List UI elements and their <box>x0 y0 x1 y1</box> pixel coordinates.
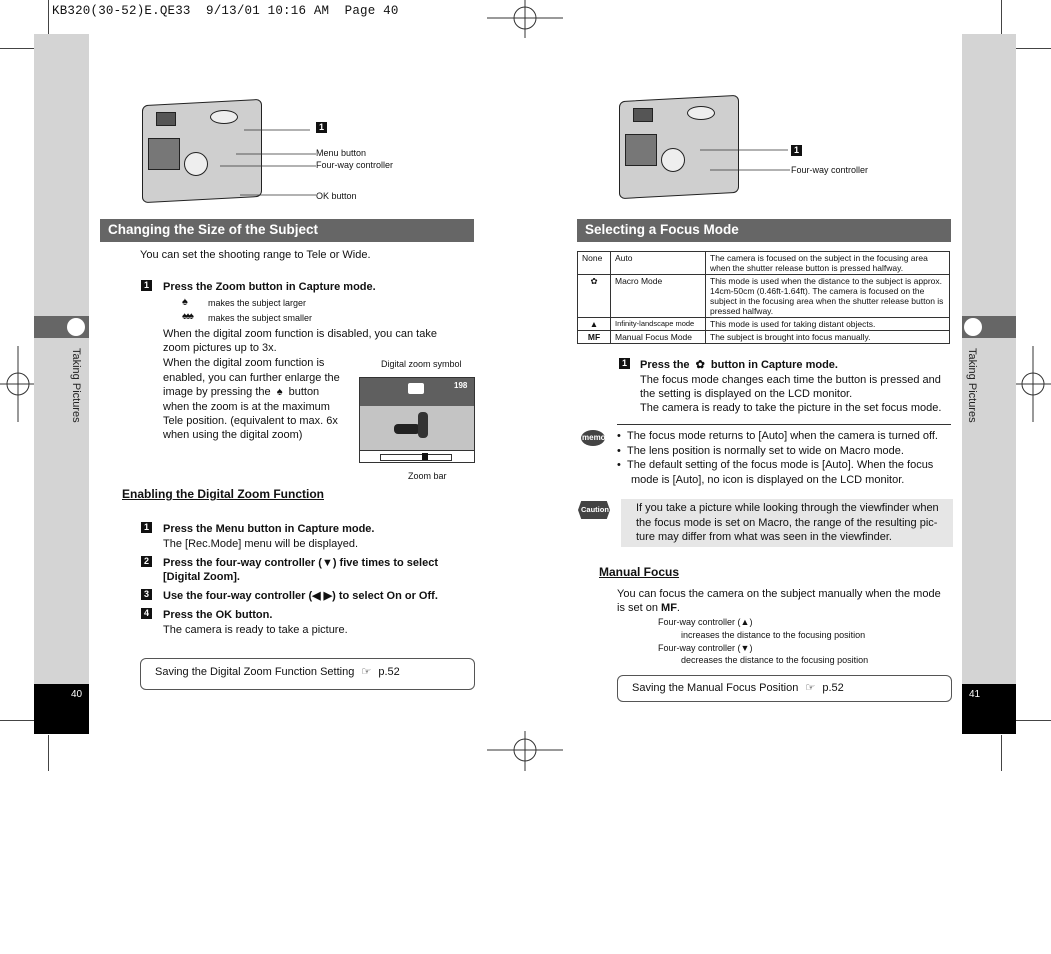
step-title-part: button in Capture mode. <box>710 359 838 371</box>
reference-page: p.52 <box>822 682 844 694</box>
para-fragment: image by pressing the <box>163 386 271 398</box>
right-arrow-icon: ▶ <box>323 590 333 602</box>
crop-mark <box>1015 720 1051 721</box>
memo-item-continued: mode is [Auto], no icon is displayed on the LCD monitor. <box>631 474 905 486</box>
memo-divider <box>617 424 951 425</box>
para-line <box>163 385 319 400</box>
page-number: 41 <box>969 689 981 700</box>
crop-mark <box>48 0 49 36</box>
callout-four-way-controller: Four-way controller <box>316 160 394 170</box>
caution-line: If you take a picture while looking through the viewfinder when <box>636 502 939 514</box>
caution-line: the focus mode is set on Macro, the range of the resulting pic- <box>636 516 938 529</box>
shot-count: 198 <box>454 381 468 390</box>
print-header: KB320(30-52)E.QE33 9/13/01 10:16 AM Page 40 <box>52 4 399 18</box>
table-row <box>578 275 950 318</box>
step-marker: 1 <box>316 122 327 133</box>
step-title: Press the Menu button in Capture mode. <box>163 523 375 535</box>
manual-focus-icon: MF <box>578 331 611 344</box>
reference-text: Saving the Digital Zoom Function Setting <box>155 666 355 678</box>
step-number: 1 <box>141 522 152 533</box>
subsection-title: Enabling the Digital Zoom Function <box>122 487 324 501</box>
table-row <box>578 252 950 275</box>
step-marker: 1 <box>791 145 802 156</box>
viewfinder-icon <box>156 112 176 126</box>
step-title-part: Press the four-way controller ( <box>163 557 322 569</box>
landscape-icon: ▲ <box>578 318 611 331</box>
caution-box <box>621 499 953 547</box>
lcd-preview <box>359 377 475 463</box>
table-cell-mode: Macro Mode <box>611 275 706 318</box>
zoom-tele-icon: ♠ <box>182 296 188 308</box>
page-number: 40 <box>71 689 83 700</box>
subsection-title: Manual Focus <box>599 565 680 579</box>
lcd-screen <box>148 138 180 170</box>
registration-mark-icon <box>0 346 36 422</box>
crop-mark <box>48 735 49 771</box>
reference-page: p.52 <box>378 666 400 678</box>
macro-icon: ✿ <box>695 359 705 371</box>
table-row <box>578 318 950 331</box>
right-page-number-block <box>962 684 1016 734</box>
zoom-bar-label: Zoom bar <box>408 471 447 481</box>
crop-mark <box>1001 0 1002 36</box>
reference-box <box>140 658 475 690</box>
focus-mode-table <box>577 251 950 344</box>
step-desc: the setting is displayed on the LCD monitor. <box>640 388 853 400</box>
crop-mark <box>0 720 36 721</box>
manual-focus-text: is set on MF. <box>617 602 680 614</box>
table-cell-mode: Manual Focus Mode <box>611 331 706 344</box>
callout-lines <box>200 120 320 200</box>
viewfinder-icon <box>633 108 653 122</box>
controller-down-label: Four-way controller (▼) <box>658 643 753 653</box>
step-desc: The camera is ready to take a picture. <box>163 624 348 636</box>
registration-mark-icon <box>487 731 563 771</box>
step-title <box>640 358 838 373</box>
table-cell-icon: None <box>578 252 611 275</box>
left-tab-circle <box>67 318 85 336</box>
controller-down-desc: decreases the distance to the focusing position <box>681 655 869 665</box>
right-tab-circle <box>964 318 982 336</box>
macro-icon: ✿ <box>578 275 611 318</box>
para-line: Tele position. (equivalent to max. 6x <box>163 415 338 427</box>
step-number: 1 <box>619 358 630 369</box>
mode-dial-icon <box>687 106 715 120</box>
para-line: enabled, you can further enlarge the <box>163 372 340 384</box>
step-desc: The camera is ready to take the picture in the set focus mode. <box>640 402 942 414</box>
table-row <box>578 331 950 344</box>
step-title-part: Press the <box>640 359 690 371</box>
crop-mark <box>0 48 36 49</box>
callout-four-way-controller: Four-way controller <box>791 165 869 175</box>
controller-up-label: Four-way controller (▲) <box>658 617 753 627</box>
right-side-tab-label: Taking Pictures <box>966 348 978 423</box>
table-cell-desc: The subject is brought into focus manually. <box>706 331 950 344</box>
para-line: When the digital zoom function is disabled, you can take <box>163 328 437 340</box>
reference-text: Saving the Manual Focus Position <box>632 682 799 694</box>
step-title: [Digital Zoom]. <box>163 571 240 583</box>
callout-ok-button: OK button <box>316 191 357 201</box>
memo-icon: memo <box>579 424 607 450</box>
down-arrow-icon: ▼ <box>321 557 333 569</box>
left-side-tab-label: Taking Pictures <box>70 348 82 423</box>
up-arrow-icon: ▲ <box>740 617 750 627</box>
zoom-tele-desc: makes the subject larger <box>208 298 307 308</box>
zoom-bar <box>360 450 474 463</box>
table-cell-mode: Infinity-landscape mode <box>611 318 706 331</box>
table-cell-desc: The camera is focused on the subject in the focusing area when the shutter release button is pressed halfway. <box>706 252 950 275</box>
step-number: 4 <box>141 608 152 619</box>
para-line: when the zoom is at the maximum <box>163 401 330 413</box>
caution-icon: Caution <box>578 499 612 521</box>
down-arrow-icon: ▼ <box>740 643 750 653</box>
step-desc: The focus mode changes each time the button is pressed and <box>640 374 941 386</box>
person-figure <box>418 412 428 438</box>
dog-figure <box>394 424 420 434</box>
intro-text: You can set the shooting range to Tele or Wide. <box>140 249 371 261</box>
table-cell-mode: Auto <box>611 252 706 275</box>
step-desc: The [Rec.Mode] menu will be displayed. <box>163 538 359 550</box>
crop-mark <box>1015 48 1051 49</box>
zoom-wide-desc: makes the subject smaller <box>208 313 313 323</box>
memo-item: • The lens position is normally set to wide on Macro mode. <box>617 445 904 457</box>
manual-focus-text: You can focus the camera on the subject manually when the mode <box>617 588 941 600</box>
step-title: Press the OK button. <box>163 609 273 621</box>
step-number: 1 <box>141 280 152 291</box>
para-fragment: button <box>288 386 320 398</box>
step-title-part: Use the four-way controller ( <box>163 590 313 602</box>
left-page-number-block <box>34 684 89 734</box>
lcd-screen <box>625 134 657 166</box>
step-number: 3 <box>141 589 152 600</box>
step-title-part: ) to select On or Off. <box>332 590 438 602</box>
table-cell-desc: This mode is used for taking distant objects. <box>706 318 950 331</box>
section-title: Selecting a Focus Mode <box>577 219 951 242</box>
callout-lines <box>680 140 800 180</box>
manual-focus-icon: MF <box>661 602 677 614</box>
para-line: zoom pictures up to 3x. <box>163 342 277 354</box>
para-line: when using the digital zoom) <box>163 429 303 441</box>
step-number: 2 <box>141 556 152 567</box>
caution-line: ture may differ from what was seen in the viewfinder. <box>636 531 892 543</box>
step-title-part: ) five times to select <box>332 557 438 569</box>
left-arrow-icon: ◀ <box>312 590 321 602</box>
step-title <box>163 589 438 604</box>
pointing-hand-icon: ☞ <box>805 682 816 694</box>
section-title: Changing the Size of the Subject <box>100 219 474 242</box>
step-title <box>163 556 438 571</box>
reference-box <box>617 675 952 702</box>
pointing-hand-icon: ☞ <box>361 666 372 678</box>
step-title: Press the Zoom button in Capture mode. <box>163 281 376 293</box>
digital-zoom-symbol-label: Digital zoom symbol <box>381 359 462 369</box>
memo-item: • The focus mode returns to [Auto] when the camera is turned off. <box>617 430 938 442</box>
memo-item: • The default setting of the focus mode is [Auto]. When the focus <box>617 459 934 471</box>
callout-menu-button: Menu button <box>316 148 367 158</box>
registration-mark-icon <box>1015 346 1051 422</box>
para-line: When the digital zoom function is <box>163 357 325 369</box>
camera-icon <box>408 383 424 394</box>
zoom-tele-icon: ♠ <box>276 386 283 398</box>
crop-mark <box>1001 735 1002 771</box>
registration-mark-icon <box>487 0 563 40</box>
table-cell-desc: This mode is used when the distance to the subject is approx. 14cm-50cm (0.46ft-1.64ft). The camera is focused on the subject in the focusing area when the shutter release button is pressed halfway. <box>706 275 950 318</box>
controller-up-desc: increases the distance to the focusing position <box>681 630 866 640</box>
zoom-wide-icon: ♠♠♠ <box>182 311 192 322</box>
